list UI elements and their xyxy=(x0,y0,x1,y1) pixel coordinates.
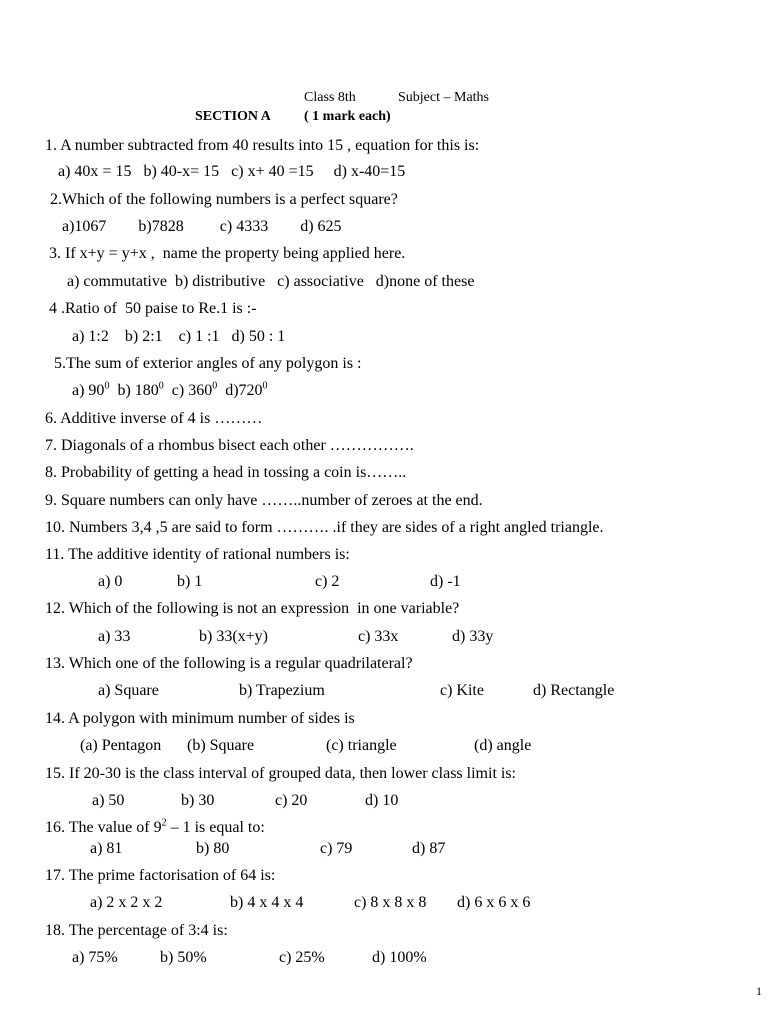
question-3: 3. If x+y = y+x , name the property being applied here. xyxy=(49,245,406,262)
q16-option-b: b) 80 xyxy=(196,840,230,857)
q18-option-d: d) 100% xyxy=(372,949,427,966)
q15-option-b: b) 30 xyxy=(181,792,215,809)
q13-option-c: c) Kite xyxy=(440,682,484,699)
question-6: 6. Additive inverse of 4 is ……… xyxy=(45,410,263,427)
marks-label: ( 1 mark each) xyxy=(304,109,391,124)
q18-option-a: a) 75% xyxy=(72,949,118,966)
q16-option-d: d) 87 xyxy=(412,840,446,857)
degree-superscript: 0 xyxy=(262,380,268,392)
q5-option-a: a) 90 xyxy=(72,382,105,399)
q16-option-a: a) 81 xyxy=(90,840,123,857)
q12-option-d: d) 33y xyxy=(452,628,494,645)
q12-option-b: b) 33(x+y) xyxy=(199,628,269,645)
q11-option-d: d) -1 xyxy=(430,573,461,590)
question-8: 8. Probability of getting a head in tossing a coin is…….. xyxy=(45,464,407,481)
q5-option-d: d)720 xyxy=(217,382,263,399)
q17-option-d: d) 6 x 6 x 6 xyxy=(457,894,531,911)
q11-option-b: b) 1 xyxy=(177,573,203,590)
q13-option-d: d) Rectangle xyxy=(533,682,615,699)
q17-option-b: b) 4 x 4 x 4 xyxy=(230,894,304,911)
question-10: 10. Numbers 3,4 ,5 are said to form ………. .if they are sides of a right angled triangle. xyxy=(45,519,604,536)
question-13: 13. Which one of the following is a regular quadrilateral? xyxy=(45,655,413,672)
q12-option-a: a) 33 xyxy=(98,628,131,645)
q15-option-a: a) 50 xyxy=(92,792,125,809)
page-number: 1 xyxy=(756,984,762,998)
q14-option-c: (c) triangle xyxy=(326,737,397,754)
question-4-options: a) 1:2 b) 2:1 c) 1 :1 d) 50 : 1 xyxy=(72,328,286,345)
question-16-text-end: – 1 is equal to: xyxy=(166,819,265,836)
q17-option-a: a) 2 x 2 x 2 xyxy=(90,894,163,911)
question-17: 17. The prime factorisation of 64 is: xyxy=(45,867,276,884)
q5-option-b: b) 180 xyxy=(109,382,159,399)
q15-option-d: d) 10 xyxy=(365,792,399,809)
question-14: 14. A polygon with minimum number of sides is xyxy=(45,710,355,727)
question-7: 7. Diagonals of a rhombus bisect each other ……………. xyxy=(45,437,414,454)
question-4: 4 .Ratio of 50 paise to Re.1 is :- xyxy=(49,300,257,317)
question-2-options: a)1067 b)7828 c) 4333 d) 625 xyxy=(62,218,342,235)
degree-superscript: 0 xyxy=(104,380,110,392)
q16-option-c: c) 79 xyxy=(320,840,353,857)
degree-superscript: 0 xyxy=(212,380,218,392)
question-2: 2.Which of the following numbers is a perfect square? xyxy=(50,191,398,208)
q17-option-c: c) 8 x 8 x 8 xyxy=(354,894,427,911)
exponent-superscript: 2 xyxy=(161,817,167,829)
q13-option-a: a) Square xyxy=(98,682,159,699)
question-5: 5.The sum of exterior angles of any polygon is : xyxy=(54,355,362,372)
q18-option-b: b) 50% xyxy=(160,949,207,966)
q11-option-a: a) 0 xyxy=(98,573,123,590)
q11-option-c: c) 2 xyxy=(315,573,340,590)
q5-option-c: c) 360 xyxy=(163,382,213,399)
q14-option-a: (a) Pentagon xyxy=(80,737,162,754)
question-3-options: a) commutative b) distributive c) associative d)none of these xyxy=(67,273,475,290)
question-11: 11. The additive identity of rational numbers is: xyxy=(45,546,350,563)
q18-option-c: c) 25% xyxy=(279,949,325,966)
degree-superscript: 0 xyxy=(158,380,164,392)
q12-option-c: c) 33x xyxy=(358,628,399,645)
question-5-options xyxy=(72,382,268,400)
q14-option-d: (d) angle xyxy=(474,737,532,754)
q14-option-b: (b) Square xyxy=(187,737,255,754)
question-16 xyxy=(45,819,265,837)
question-12: 12. Which of the following is not an expression in one variable? xyxy=(45,600,460,617)
subject-label: Subject – Maths xyxy=(398,90,489,105)
question-1-options: a) 40x = 15 b) 40-x= 15 c) x+ 40 =15 d) x-40=15 xyxy=(58,163,406,180)
question-1: 1. A number subtracted from 40 results into 15 , equation for this is: xyxy=(45,137,480,154)
question-15: 15. If 20-30 is the class interval of grouped data, then lower class limit is: xyxy=(45,765,516,782)
question-9: 9. Square numbers can only have ……..number of zeroes at the end. xyxy=(45,492,483,509)
question-18: 18. The percentage of 3:4 is: xyxy=(45,922,228,939)
class-label: Class 8th xyxy=(304,90,356,105)
q15-option-c: c) 20 xyxy=(275,792,308,809)
section-label: SECTION A xyxy=(195,109,271,124)
q13-option-b: b) Trapezium xyxy=(239,682,325,699)
question-16-text: 16. The value of 9 xyxy=(45,819,162,836)
